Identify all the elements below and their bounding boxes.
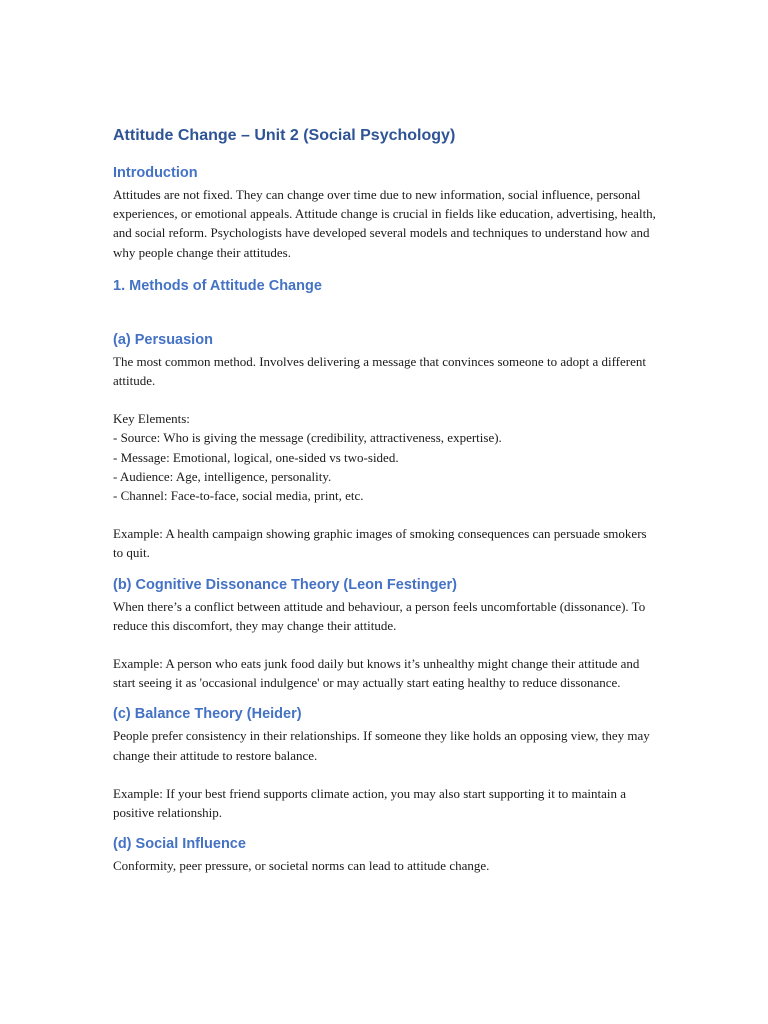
key-elements-block — [113, 409, 658, 505]
persuasion-paragraph: The most common method. Involves delivering a message that convinces someone to adopt a different attitude. — [113, 353, 646, 389]
persuasion-example: Example: A health campaign showing graphic images of smoking consequences can persuade smokers to quit. — [113, 526, 647, 561]
key-elements-label: Key Elements: — [113, 411, 190, 427]
balance-heading: (c) Balance Theory (Heider) — [113, 706, 302, 723]
key-element-item: - Message: Emotional, logical, one-sided vs two-sided. — [113, 449, 399, 465]
document-page — [113, 125, 658, 875]
dissonance-paragraph: When there’s a conflict between attitude and behaviour, a person feels uncomfortable (dissonance). To reduce this discomfort, they may change their attitude. — [113, 598, 646, 633]
document-title: Attitude Change – Unit 2 (Social Psychology) — [113, 127, 456, 144]
balance-example: Example: If your best friend supports climate action, you may also start supporting it to maintain a positive relationship. — [113, 785, 627, 821]
methods-section-heading: 1. Methods of Attitude Change — [113, 277, 322, 294]
dissonance-heading: (b) Cognitive Dissonance Theory (Leon Festinger) — [113, 576, 458, 593]
key-element-item: - Source: Who is giving the message (credibility, attractiveness, expertise). — [113, 430, 502, 446]
persuasion-heading: (a) Persuasion — [113, 331, 213, 348]
key-element-item: - Audience: Age, intelligence, personality. — [113, 468, 332, 484]
introduction-paragraph: Attitudes are not fixed. They can change over time due to new information, social influence, personal experiences, or emotional appeals. Attitude change is crucial in fields like education, advertising, health, and social reform. Psychologists have developed several models and techniques to understand how and why people change their attitudes. — [113, 187, 656, 260]
dissonance-example: Example: A person who eats junk food daily but knows it’s unhealthy might change their attitude and start seeing it as 'occasional indulgence' or may actually start eating healthy to reduce dissonance. — [113, 656, 640, 691]
social-influence-heading: (d) Social Influence — [113, 836, 246, 853]
key-element-item: - Channel: Face-to-face, social media, print, etc. — [113, 488, 364, 504]
balance-paragraph: People prefer consistency in their relationships. If someone they like holds an opposing view, they may change their attitude to restore balance. — [113, 728, 650, 763]
introduction-heading: Introduction — [113, 165, 198, 181]
social-influence-paragraph: Conformity, peer pressure, or societal norms can lead to attitude change. — [113, 858, 490, 874]
